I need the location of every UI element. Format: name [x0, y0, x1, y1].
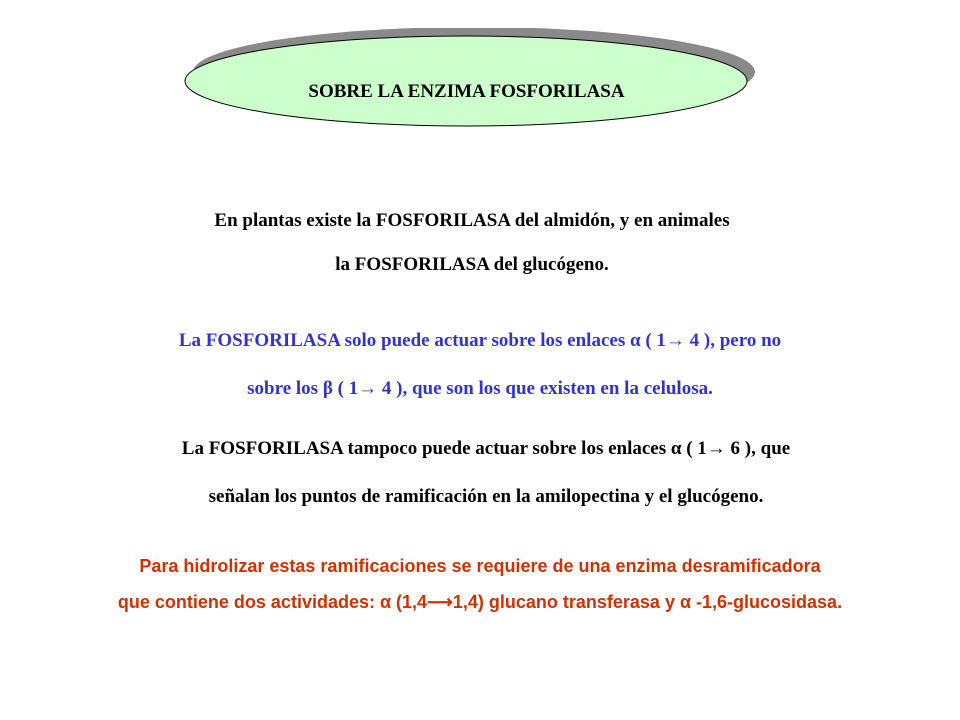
- paragraph-line: la FOSFORILASA del glucógeno.: [335, 254, 609, 275]
- paragraph-line: En plantas existe la FOSFORILASA del almidón, y en animales: [214, 210, 730, 231]
- title-banner: [183, 28, 758, 130]
- paragraph-line: Para hidrolizar estas ramificaciones se requiere de una enzima desramificadora: [139, 556, 821, 576]
- paragraph-debranching-enzyme: [0, 548, 960, 620]
- paragraph-line: que contiene dos actividades: α (1,4⟶1,4) glucano transferasa y α -1,6-glucosidasa.: [117, 592, 843, 612]
- paragraph-line: sobre los β ( 1→ 4 ), que son los que existen en la celulosa.: [247, 378, 713, 399]
- paragraph-line: señalan los puntos de ramificación en la amilopectina y el glucógeno.: [208, 486, 764, 507]
- paragraph-line: La FOSFORILASA solo puede actuar sobre los enlaces α ( 1→ 4 ), pero no: [178, 330, 782, 351]
- page-title: SOBRE LA ENZIMA FOSFORILASA: [308, 81, 625, 102]
- paragraph-plant-animal: [0, 199, 952, 287]
- title-ellipse-shape: [183, 28, 758, 130]
- paragraph-line: La FOSFORILASA tampoco puede actuar sobre los enlaces α ( 1→ 6 ), que: [181, 438, 791, 459]
- paragraph-branch-points: [6, 425, 960, 521]
- paragraph-alpha-beta-bonds: [0, 317, 960, 413]
